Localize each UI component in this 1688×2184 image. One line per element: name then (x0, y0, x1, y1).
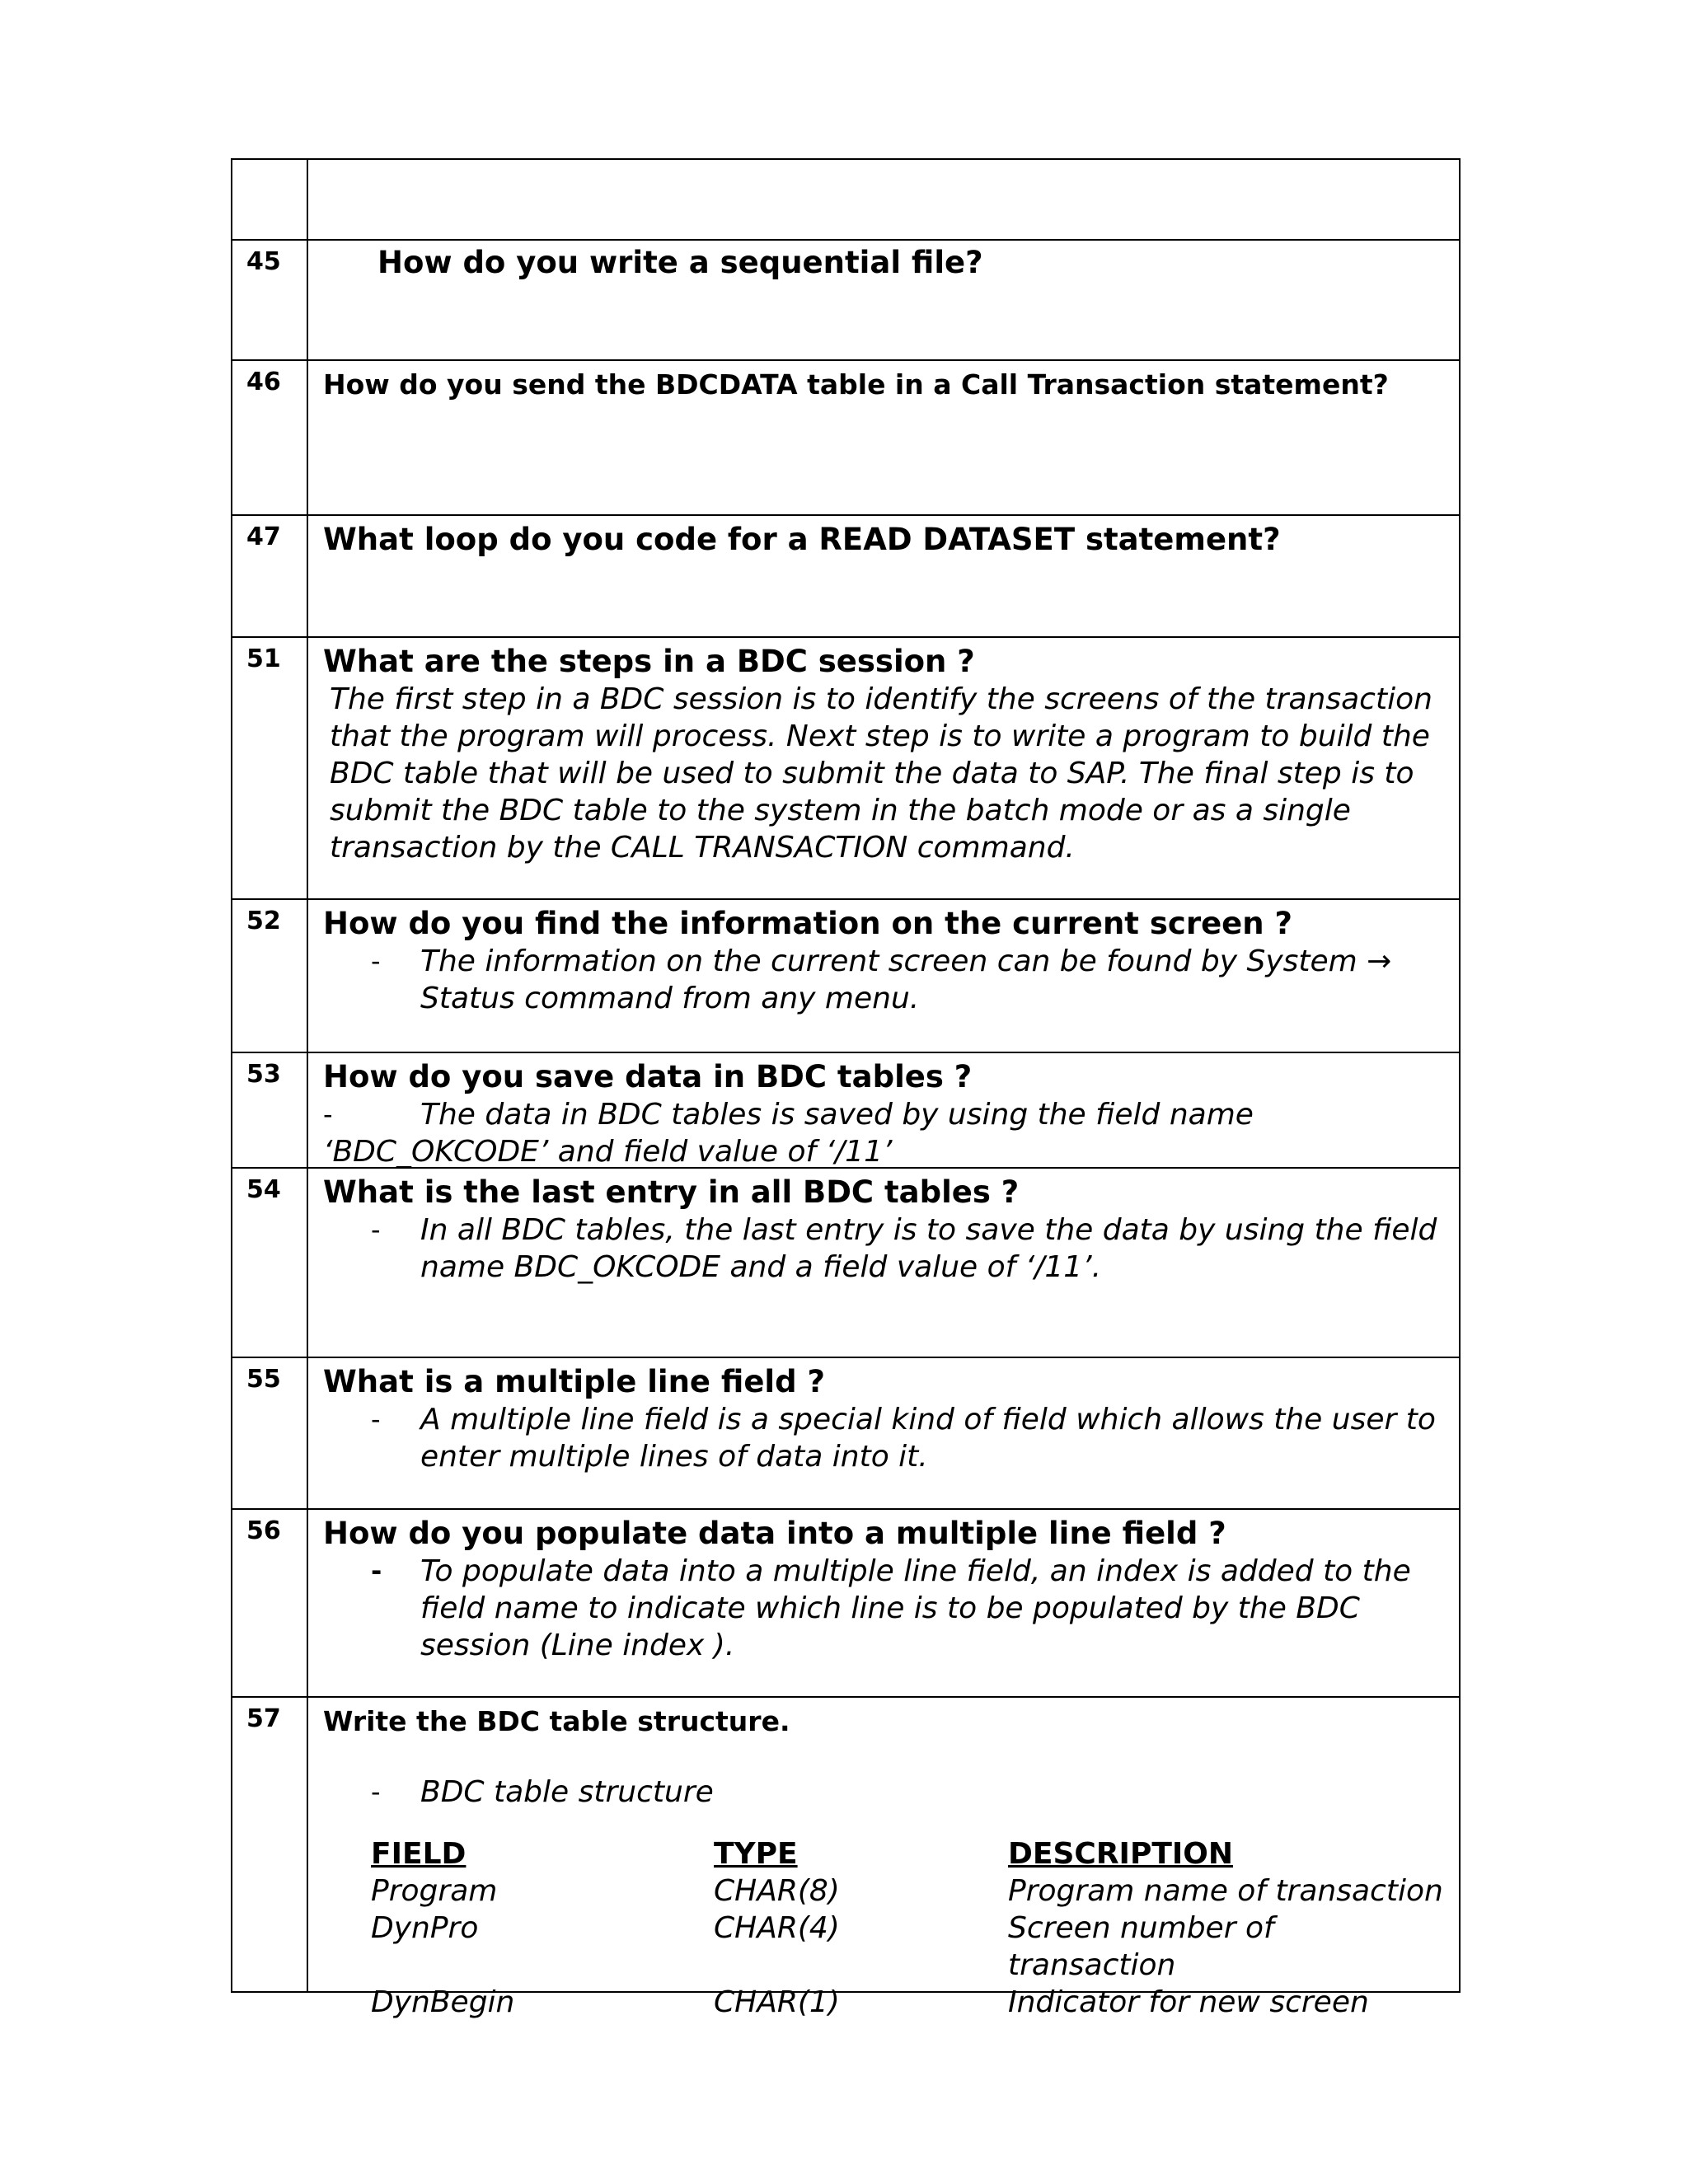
question-text: What are the steps in a BDC session ? (323, 644, 975, 679)
question-cell (308, 1053, 1459, 1167)
question-number: 56 (232, 1510, 308, 1696)
bdc-header-row (371, 1835, 1444, 1872)
table-row (232, 1167, 1459, 1357)
answer-text: The first step in a BDC session is to identify the screens of the transaction that the program will process. Next step is to write a program to build the BDC table that will be used to submit the data to SAP. The final step is to submit the BDC table to the system in the batch mode or as a single transaction by the CALL TRANSACTION command. (330, 682, 1432, 865)
question-number: 51 (232, 638, 308, 898)
question-cell (308, 638, 1459, 898)
field-cell: DynPro (371, 1911, 479, 1945)
question-text: How do you write a sequential file? (377, 245, 983, 280)
question-text: What is a multiple line field ? (323, 1364, 825, 1399)
description-cell: Screen number of transaction (1008, 1911, 1274, 1982)
question-cell (308, 1510, 1459, 1696)
answer-bullet (323, 1774, 1444, 1811)
question-number: 53 (232, 1053, 308, 1167)
bdc-row (371, 1910, 1444, 1984)
answer-text: In all BDC tables, the last entry is to save the data by using the field name BDC_OKCODE and a field value of ‘/11’. (420, 1213, 1437, 1284)
answer-bullet (323, 1401, 1444, 1475)
answer-text: BDC table structure (420, 1775, 714, 1809)
bdc-structure-table (371, 1835, 1444, 2021)
field-cell: DynBegin (371, 1985, 515, 2019)
bullet-dash: - (371, 1214, 381, 1245)
bdc-row (371, 1872, 1444, 1910)
table-row (232, 1357, 1459, 1508)
question-number (232, 160, 308, 239)
bullet-dash: - (371, 1555, 382, 1586)
question-number: 47 (232, 516, 308, 636)
question-cell (308, 1169, 1459, 1357)
qa-table (231, 158, 1461, 2019)
table-row (232, 1052, 1459, 1167)
question-text: How do you find the information on the current screen ? (323, 906, 1292, 941)
question-cell (308, 516, 1459, 636)
column-header: DESCRIPTION (1008, 1837, 1234, 1871)
type-cell: CHAR(4) (714, 1911, 840, 1945)
question-cell (308, 1698, 1459, 2019)
type-cell: CHAR(8) (714, 1874, 840, 1908)
bullet-dash: - (371, 945, 381, 977)
question-cell (308, 1358, 1459, 1508)
description-cell: Program name of transaction (1008, 1874, 1443, 1908)
question-text: What loop do you code for a READ DATASET statement? (323, 522, 1281, 557)
question-cell (308, 900, 1459, 1052)
table-row (232, 514, 1459, 636)
question-number: 45 (232, 241, 308, 359)
table-row (232, 239, 1459, 359)
answer-bullet (323, 1553, 1444, 1664)
table-row (232, 636, 1459, 898)
answer-continuation: ‘BDC_OKCODE’ and field value of ‘/11’ (323, 1135, 893, 1169)
table-row (232, 359, 1459, 514)
bdc-row (371, 1984, 1444, 2021)
answer-bullet (323, 1096, 1444, 1133)
question-number: 57 (232, 1698, 308, 1991)
bullet-dash: - (323, 1099, 333, 1130)
bullet-dash: - (371, 1776, 381, 1807)
answer-bullet (323, 943, 1444, 1017)
question-text: What is the last entry in all BDC tables ? (323, 1174, 1020, 1210)
question-number: 55 (232, 1358, 308, 1508)
answer-text: A multiple line field is a special kind of field which allows the user to enter multiple lines of data into it. (420, 1403, 1436, 1474)
answer-text: The information on the current screen can be found by System → Status command from any menu. (420, 944, 1392, 1015)
type-cell: CHAR(1) (714, 1985, 840, 2019)
question-text: How do you populate data into a multiple line field ? (323, 1516, 1226, 1551)
question-cell (308, 160, 1459, 239)
answer-text: To populate data into a multiple line field, an index is added to the field name to indicate which line is to be populated by the BDC session (Line index ). (420, 1554, 1411, 1662)
answer-bullet (323, 1212, 1444, 1286)
answer-text: The data in BDC tables is saved by using the field name (420, 1098, 1254, 1132)
question-number: 52 (232, 900, 308, 1052)
table-row (232, 898, 1459, 1052)
table-row (232, 1696, 1459, 2019)
column-header: FIELD (371, 1837, 467, 1871)
table-row (232, 160, 1459, 239)
question-cell (308, 241, 1459, 359)
question-number: 54 (232, 1169, 308, 1357)
question-text: How do you save data in BDC tables ? (323, 1059, 973, 1094)
question-number: 46 (232, 361, 308, 514)
field-cell: Program (371, 1874, 498, 1908)
question-text: How do you send the BDCDATA table in a Call Transaction statement? (323, 368, 1389, 401)
description-cell: Indicator for new screen (1008, 1985, 1369, 2019)
question-text: Write the BDC table structure. (323, 1705, 790, 1737)
question-cell (308, 361, 1459, 514)
table-row (232, 1508, 1459, 1696)
column-header: TYPE (714, 1837, 798, 1871)
bullet-dash: - (371, 1404, 381, 1435)
